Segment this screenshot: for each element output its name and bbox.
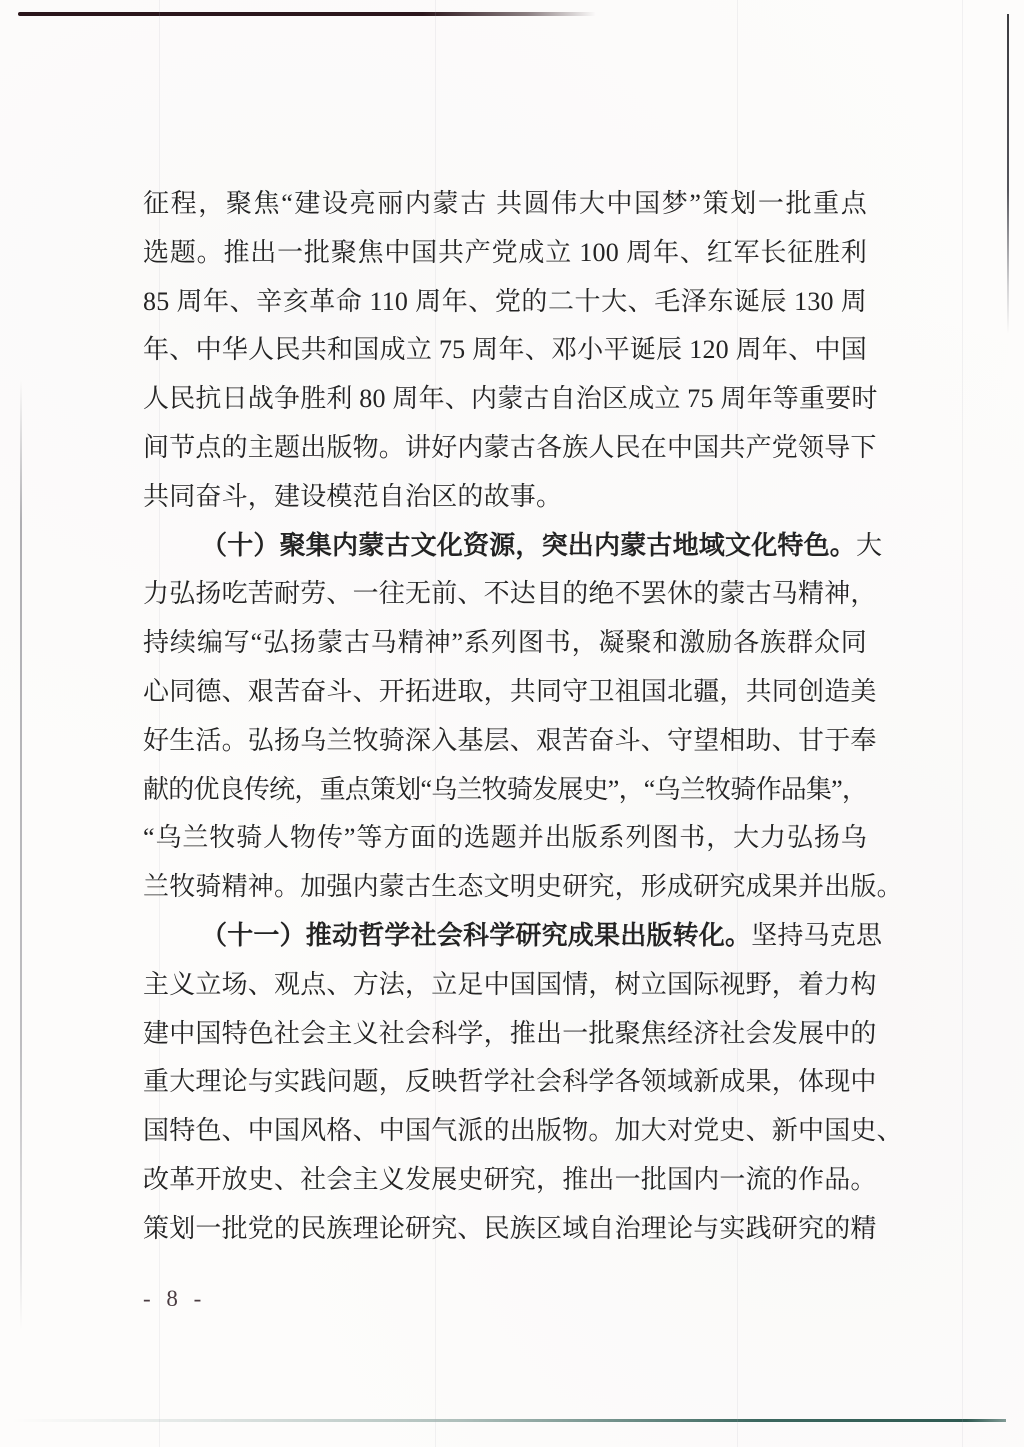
text-line [143,619,867,668]
text-line [143,1205,877,1254]
paragraph-heading: （十一）推动哲学社会科学研究成果出版转化。 [201,920,752,950]
paragraph-text: 间节点的主题出版物。讲好内蒙古各族人民在中国共产党领导下 [143,432,877,462]
text-line [143,424,877,473]
text-line [143,863,903,912]
scan-artifact-right-edge-line [1007,14,1009,334]
paragraph-text: 大 [856,530,883,560]
page-number: - 8 - [143,1286,207,1311]
paragraph-text: 兰牧骑精神。加强内蒙古生态文明史研究，形成研究成果并出版。 [143,872,903,902]
text-line [143,473,867,522]
paragraph-text: 85 周年、辛亥革命 110 周年、党的二十大、毛泽东诞辰 130 周 [143,286,867,316]
paragraph-text: 心同德、艰苦奋斗、开拓进取，共同守卫祖国北疆，共同创造美 [143,676,877,706]
scan-artifact-bottom-line [12,1419,1006,1422]
text-line [143,180,867,229]
scan-artifact-top-line [18,12,596,16]
text-line [143,1156,877,1205]
text-line [143,814,867,863]
text-line [143,278,867,327]
paragraph-text: 年、中华人民共和国成立 75 周年、邓小平诞辰 120 周年、中国 [143,335,867,365]
paragraph-text: 持续编写“弘扬蒙古马精神”系列图书，凝聚和激励各族群众同 [143,628,867,658]
text-line [143,961,877,1010]
paragraph-text: 征程，聚焦“建设亮丽内蒙古 共圆伟大中国梦”策划一批重点 [143,189,867,218]
text-line [143,668,877,717]
paragraph-text: 国特色、中国风格、中国气派的出版物。加大对党史、新中国史、 [143,1116,903,1146]
paragraph-text: 人民抗日战争胜利 80 周年、内蒙古自治区成立 75 周年等重要时 [143,384,878,414]
paragraph-text: 献的优良传统，重点策划“乌兰牧骑发展史”，“乌兰牧骑作品集”， [143,774,867,804]
paragraph-text: 建中国特色社会主义社会科学，推出一批聚焦经济社会发展中的 [143,1018,877,1048]
text-line [143,717,877,766]
text-line [143,1058,877,1107]
text-line [143,570,877,619]
text-line [143,229,867,278]
document-body-text [143,180,903,1254]
scan-fold-streak [962,0,963,1447]
text-line [143,375,878,424]
text-line [143,1107,903,1156]
paragraph-text: 选题。推出一批聚焦中国共产党成立 100 周年、红军长征胜利 [143,237,867,267]
paragraph-text: 好生活。弘扬乌兰牧骑深入基层、艰苦奋斗、守望相助、甘于奉 [143,725,877,755]
paragraph-text: 坚持马克思 [751,920,883,950]
paragraph-text: 共同奋斗，建设模范自治区的故事。 [143,481,563,511]
text-line [143,766,867,815]
paragraph-heading: （十）聚集内蒙古文化资源，突出内蒙古地域文化特色。 [201,530,857,560]
scan-artifact-left-edge-line [20,380,22,1330]
text-line [143,522,883,571]
paragraph-text: 改革开放史、社会主义发展史研究，推出一批国内一流的作品。 [143,1164,877,1194]
text-line [143,912,883,961]
paragraph-text: 策划一批党的民族理论研究、民族区域自治理论与实践研究的精 [143,1213,877,1243]
paragraph-text: 力弘扬吃苦耐劳、一往无前、不达目的绝不罢休的蒙古马精神， [143,579,877,609]
paragraph-text: 重大理论与实践问题，反映哲学社会科学各领域新成果，体现中 [143,1067,877,1097]
text-line [143,326,867,375]
paragraph-text: “乌兰牧骑人物传”等方面的选题并出版系列图书，大力弘扬乌 [143,823,867,853]
paragraph-text: 主义立场、观点、方法，立足中国国情，树立国际视野，着力构 [143,969,877,999]
text-line [143,1010,877,1059]
